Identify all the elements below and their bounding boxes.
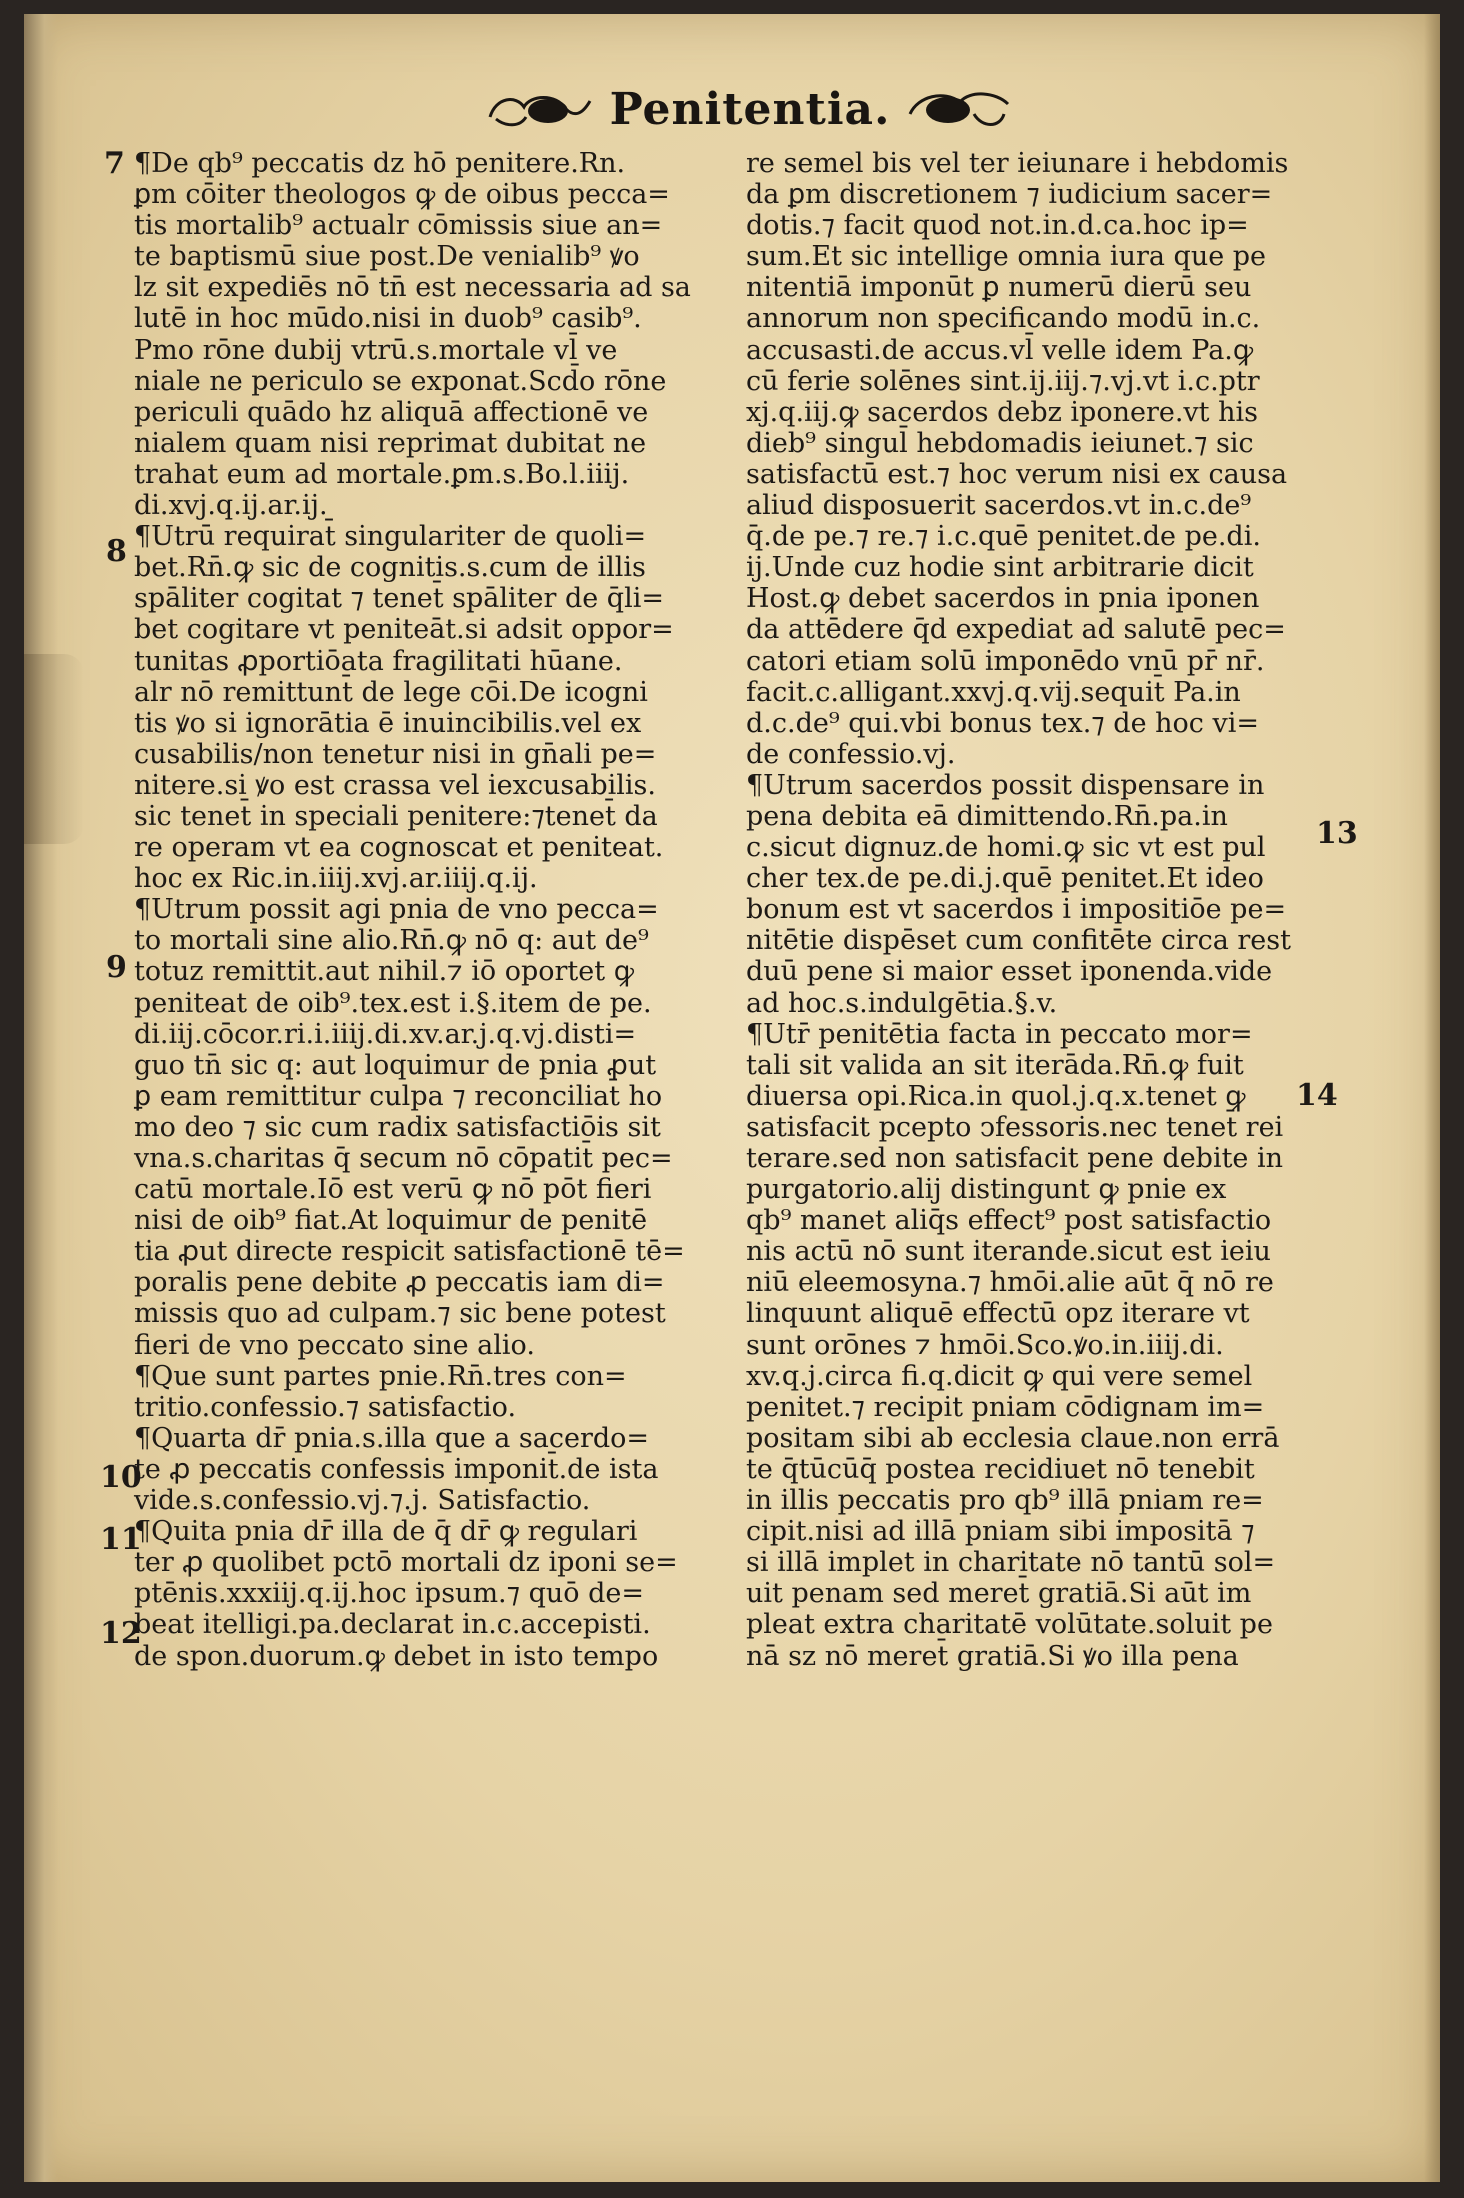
left-column-line: poralis pene debite ꝓ peccatis iam di= bbox=[134, 1267, 665, 1299]
left-column-line: re operam vt ea cognoscat et peniteat. bbox=[134, 832, 664, 864]
page-fold-mark bbox=[24, 654, 84, 844]
right-column-line: ad hoc.s.indulgētia.§.v. bbox=[746, 987, 1058, 1019]
right-column-line: da ꝑm discretionem ⁊ iudicium sacer= bbox=[746, 179, 1273, 211]
left-column-line: tis mortalib⁹ actualr cōmissis siue an= bbox=[134, 210, 663, 242]
left-fleuron-icon bbox=[486, 87, 596, 131]
left-column-line: to mortali sine alio.Rn̄.ꝙ nō q: aut de⁹ bbox=[134, 925, 649, 957]
right-column-line: cher tex.de pe.di.j.quē penitet.Et ideo bbox=[746, 863, 1264, 895]
left-column-line: ter ꝓ quolibet pctō mortali dz iponi se= bbox=[134, 1547, 678, 1579]
right-column-line: ¶Utrum sacerdos possit dispensare in bbox=[746, 769, 1265, 801]
left-column-line: ¶Quarta dr̄ pnia.s.illa que a sacerdo= bbox=[134, 1422, 650, 1454]
section-number-10: 10 bbox=[100, 1460, 142, 1495]
right-column-line: da attēdere q̄d expediat ad salutē pec= bbox=[746, 614, 1286, 646]
right-column-line: linquunt aliquē effectū opz iterare vt bbox=[746, 1298, 1250, 1330]
right-column-line: annorum non specificando modū in.c. bbox=[746, 303, 1261, 335]
left-column-line: periculi quādo hz aliquā affectionē ve bbox=[134, 396, 649, 428]
left-column-line: ¶Que sunt partes pnie.Rn̄.tres con= bbox=[134, 1360, 627, 1392]
right-column-line: in illis peccatis pro qb⁹ illā pniam re= bbox=[746, 1485, 1264, 1517]
left-column-line: ¶Utrū requirat̄ singulariter de quoli= bbox=[134, 521, 647, 553]
right-column-line: positam sibi ab ecclesia claue.non errā bbox=[746, 1422, 1280, 1454]
left-column-line: ¶De qb⁹ peccatis dz hō penitere.Rn. bbox=[134, 148, 626, 179]
right-column-line: nis actū nō sunt iterande.sicut est ieiu bbox=[746, 1236, 1271, 1268]
left-column-line: tia ꝓut directe respicit satisfactionē tē= bbox=[134, 1236, 685, 1268]
right-column-line: ij.Unde cuz hodie sint arbitrarie dicit bbox=[746, 552, 1254, 584]
left-column-line: vide.s.confessio.vj.⁊.j. Satisfactio. bbox=[134, 1485, 591, 1517]
section-number-13: 13 bbox=[1316, 816, 1358, 851]
left-column-line: ꝑm cōiter theologos ꝙ de oibus pecca= bbox=[134, 179, 670, 211]
right-column-line: sum.Et sic intellige omnia iura que pe bbox=[746, 241, 1267, 273]
left-column-line: te baptismū siue post.De venialib⁹ ꝟo bbox=[134, 241, 640, 273]
left-column-line: ¶Utrum possit agi pnia de vno pecca= bbox=[134, 894, 659, 926]
right-column-line: cipit.nisi ad illā pniam sibi impositā ⁊ bbox=[746, 1516, 1255, 1548]
gutter-shadow bbox=[24, 14, 58, 2182]
left-column-line: vna.s.charitas q̄ secum nō cōpatit̄ pec= bbox=[134, 1143, 673, 1174]
right-column-line: catori etiam solū imponēdo vnū pr̄ nr̄. bbox=[746, 645, 1265, 677]
right-text-column bbox=[746, 148, 1366, 1672]
left-column-line: de spon.duorum.ꝙ debet in isto tempo bbox=[134, 1640, 659, 1672]
page-edge-shadow bbox=[1424, 14, 1440, 2182]
section-number-8: 8 bbox=[106, 534, 127, 569]
right-column-line: xv.q.j.circa fi.q.dicit ꝙ qui vere semel bbox=[746, 1360, 1253, 1392]
left-column-line: mo deo ⁊ sic cum radix satisfactiōis sit bbox=[134, 1111, 661, 1143]
left-column-line: nialem quam nisi reprimat dubitat ne bbox=[134, 427, 647, 459]
right-column-line: c.sicut dignuz.de homi.ꝙ sic vt est pul bbox=[746, 832, 1266, 864]
right-column-line: pena debita eā dimittendo.Rn̄.pa.in bbox=[746, 800, 1228, 832]
right-column-line: te q̄tūcūq̄ postea recidiuet nō tenebit bbox=[746, 1453, 1255, 1485]
right-column-line: terare.sed non satisfacit pene debite in bbox=[746, 1143, 1284, 1174]
left-column-line: tis ꝟo si ignorātia ē inuincibilis.vel ex bbox=[134, 707, 642, 739]
right-column-line: uit penam sed meret̄ gratiā.Si aūt im bbox=[746, 1578, 1252, 1610]
page-heading: Penitentia. bbox=[609, 83, 891, 135]
section-number-14: 14 bbox=[1296, 1078, 1338, 1113]
right-column-line: accusasti.de accus.vl̄ velle idem Pa.ꝙ bbox=[746, 334, 1254, 366]
right-column-line: dotis.⁊ facit quod not.in.d.ca.hoc ip= bbox=[746, 210, 1249, 242]
section-number-9: 9 bbox=[106, 950, 127, 985]
left-column-line: lz sit expediēs nō tn̄ est necessaria ad sa bbox=[134, 272, 691, 304]
right-column-line: qb⁹ manet aliq̄s effect⁹ post satisfactio bbox=[746, 1205, 1272, 1237]
right-column-line: satisfactū est.⁊ hoc verum nisi ex causa bbox=[746, 458, 1288, 490]
left-column-line: lutē in hoc mūdo.nisi in duob⁹ casib⁹. bbox=[134, 303, 642, 335]
right-column-line: aliud disposuerit sacerdos.vt in.c.de⁹ bbox=[746, 490, 1252, 522]
right-column-line: Host.ꝙ debet sacerdos in pnia iponen bbox=[746, 583, 1260, 615]
left-column-line: ꝑ eam remittitur culpa ⁊ reconciliat̄ ho bbox=[134, 1080, 663, 1112]
left-column-line: alr nō remittunt̄ de lege cōi.De icogni bbox=[134, 676, 648, 708]
left-column-line: nisi de oib⁹ fiat.At loquimur de penitē bbox=[134, 1205, 648, 1237]
left-column-line: ¶Quita pnia dr̄ illa de q̄ dr̄ ꝙ regulari bbox=[134, 1516, 638, 1548]
right-column-line: diuersa opi.Rica.in quol.j.q.x.tenet ꝙ bbox=[746, 1080, 1246, 1112]
left-column-line: nitere.si ꝟo est crassa vel iexcusabilis. bbox=[134, 769, 656, 801]
right-column-line: xj.q.iij.ꝙ sacerdos debz iponere.vt his bbox=[746, 396, 1258, 428]
right-column-line: nitētie dispēset cum confitēte circa rest bbox=[746, 925, 1291, 957]
right-column-line: facit.c.alligant.xxvj.q.vij.sequit̄ Pa.in bbox=[746, 676, 1241, 708]
right-column-line: penitet.⁊ recipit pniam cōdignam im= bbox=[746, 1391, 1265, 1423]
left-column-line: peniteat de oib⁹.tex.est i.§.item de pe. bbox=[134, 987, 652, 1019]
right-column-line: cū ferie solēnes sint.ij.iij.⁊.vj.vt i.c.ptr bbox=[746, 365, 1260, 397]
right-column-line: ¶Utr̄ penitētia facta in peccato mor= bbox=[746, 1018, 1253, 1050]
left-column-line: di.iij.cōcor.ri.i.iiij.di.xv.ar.j.q.vj.disti= bbox=[134, 1018, 637, 1050]
left-column-line: di.xvj.q.ij.ar.ij. bbox=[134, 490, 328, 522]
right-column-line: sunt orōnes ⁊ hmōi.Sco.ꝟo.in.iiij.di. bbox=[746, 1329, 1224, 1361]
left-column-line: tunitas ꝓportiōata fragilitati hūane. bbox=[134, 645, 623, 677]
left-column-line: beat itelligi.pa.declarat in.c.accepisti. bbox=[134, 1609, 651, 1641]
right-column-line: pleat extra charitatē volūtate.soluit pe bbox=[746, 1609, 1273, 1641]
right-column-line: bonum est vt sacerdos i impositiōe pe= bbox=[746, 894, 1287, 926]
left-column-line: tritio.confessio.⁊ satisfactio. bbox=[134, 1391, 517, 1423]
left-column-line: missis quo ad culpam.⁊ sic bene potest bbox=[134, 1298, 666, 1330]
right-column-line: purgatorio.alij distingunt ꝙ pnie ex bbox=[746, 1174, 1227, 1206]
left-column-line: fieri de vno peccato sine alio. bbox=[134, 1329, 535, 1361]
left-column-line: guo tn̄ sic q: aut loquimur de pnia ꝓut bbox=[134, 1049, 657, 1081]
right-column-line: niū eleemosyna.⁊ hmōi.alie aūt q̄ nō re bbox=[746, 1267, 1274, 1299]
left-column-line: niale ne periculo se exponat.Scd̄o rōne bbox=[134, 365, 667, 397]
section-number-7: 7 bbox=[104, 146, 125, 181]
left-column-line: totuz remittit.aut nihil.⁊ iō oportet ꝙ bbox=[134, 956, 634, 988]
left-column-line: hoc ex Ric.in.iiij.xvj.ar.iiij.q.ij. bbox=[134, 863, 538, 895]
right-column-line: dieb⁹ singul̄ hebdomadis ieiunet.⁊ sic bbox=[746, 427, 1254, 459]
right-column-line: re semel bis vel ter ieiunare i hebdomis bbox=[746, 148, 1289, 179]
left-column-line: cusabilis/non tenetur nisi in gn̄ali pe= bbox=[134, 738, 657, 770]
left-column-line: te ꝓ peccatis confessis imponit̄.de ista bbox=[134, 1453, 659, 1485]
left-column-line: ptēnis.xxxiij.q.ij.hoc ipsum.⁊ quō de= bbox=[134, 1578, 645, 1610]
left-column-line: Pmo rōne dubij vtrū.s.mortale vl̄ ve bbox=[134, 334, 618, 366]
right-column-line: satisfacit pcepto ↄfessoris.nec tenet̄ rei bbox=[746, 1111, 1284, 1143]
left-column-line: catū mortale.Iō est verū ꝙ nō pōt fieri bbox=[134, 1174, 652, 1206]
section-number-12: 12 bbox=[100, 1616, 142, 1651]
right-column-line: de confessio.vj. bbox=[746, 738, 956, 770]
left-column-line: trahat eum ad mortale.ꝑm.s.Bo.l.iiij. bbox=[134, 458, 630, 490]
left-column-line: spāliter cogitat ⁊ tenet̄ spāliter de q̄li= bbox=[134, 583, 664, 615]
right-column-line: nitentiā imponūt ꝑ numerū dierū seu bbox=[746, 272, 1252, 304]
right-column-line: duū pene si maior esset iponenda.vide bbox=[746, 956, 1273, 988]
left-column-line: bet.Rn̄.ꝙ sic de cognitis.s.cum de illis bbox=[134, 552, 646, 584]
left-column-line: bet cogitare vt peniteāt.si adsit oppor= bbox=[134, 614, 674, 646]
left-text-column bbox=[134, 148, 734, 1672]
right-column-line: nā sz nō meret̄ gratiā.Si ꝟo illa pena bbox=[746, 1640, 1239, 1672]
section-number-11: 11 bbox=[100, 1522, 142, 1557]
right-column-line: si illā implet in charitate nō tantū sol= bbox=[746, 1547, 1276, 1579]
right-column-line: q̄.de pe.⁊ re.⁊ i.c.quē penitet.de pe.di. bbox=[746, 521, 1261, 553]
right-column-line: d.c.de⁹ qui.vbi bonus tex.⁊ de hoc vi= bbox=[746, 707, 1259, 739]
right-fleuron-icon bbox=[904, 84, 1014, 134]
left-column-line: sic tenet̄ in speciali penitere:⁊tenet̄ da bbox=[134, 800, 658, 832]
right-column-line: tali sit valida an sit iterāda.Rn̄.ꝙ fuit bbox=[746, 1049, 1244, 1081]
running-head bbox=[470, 74, 1030, 144]
